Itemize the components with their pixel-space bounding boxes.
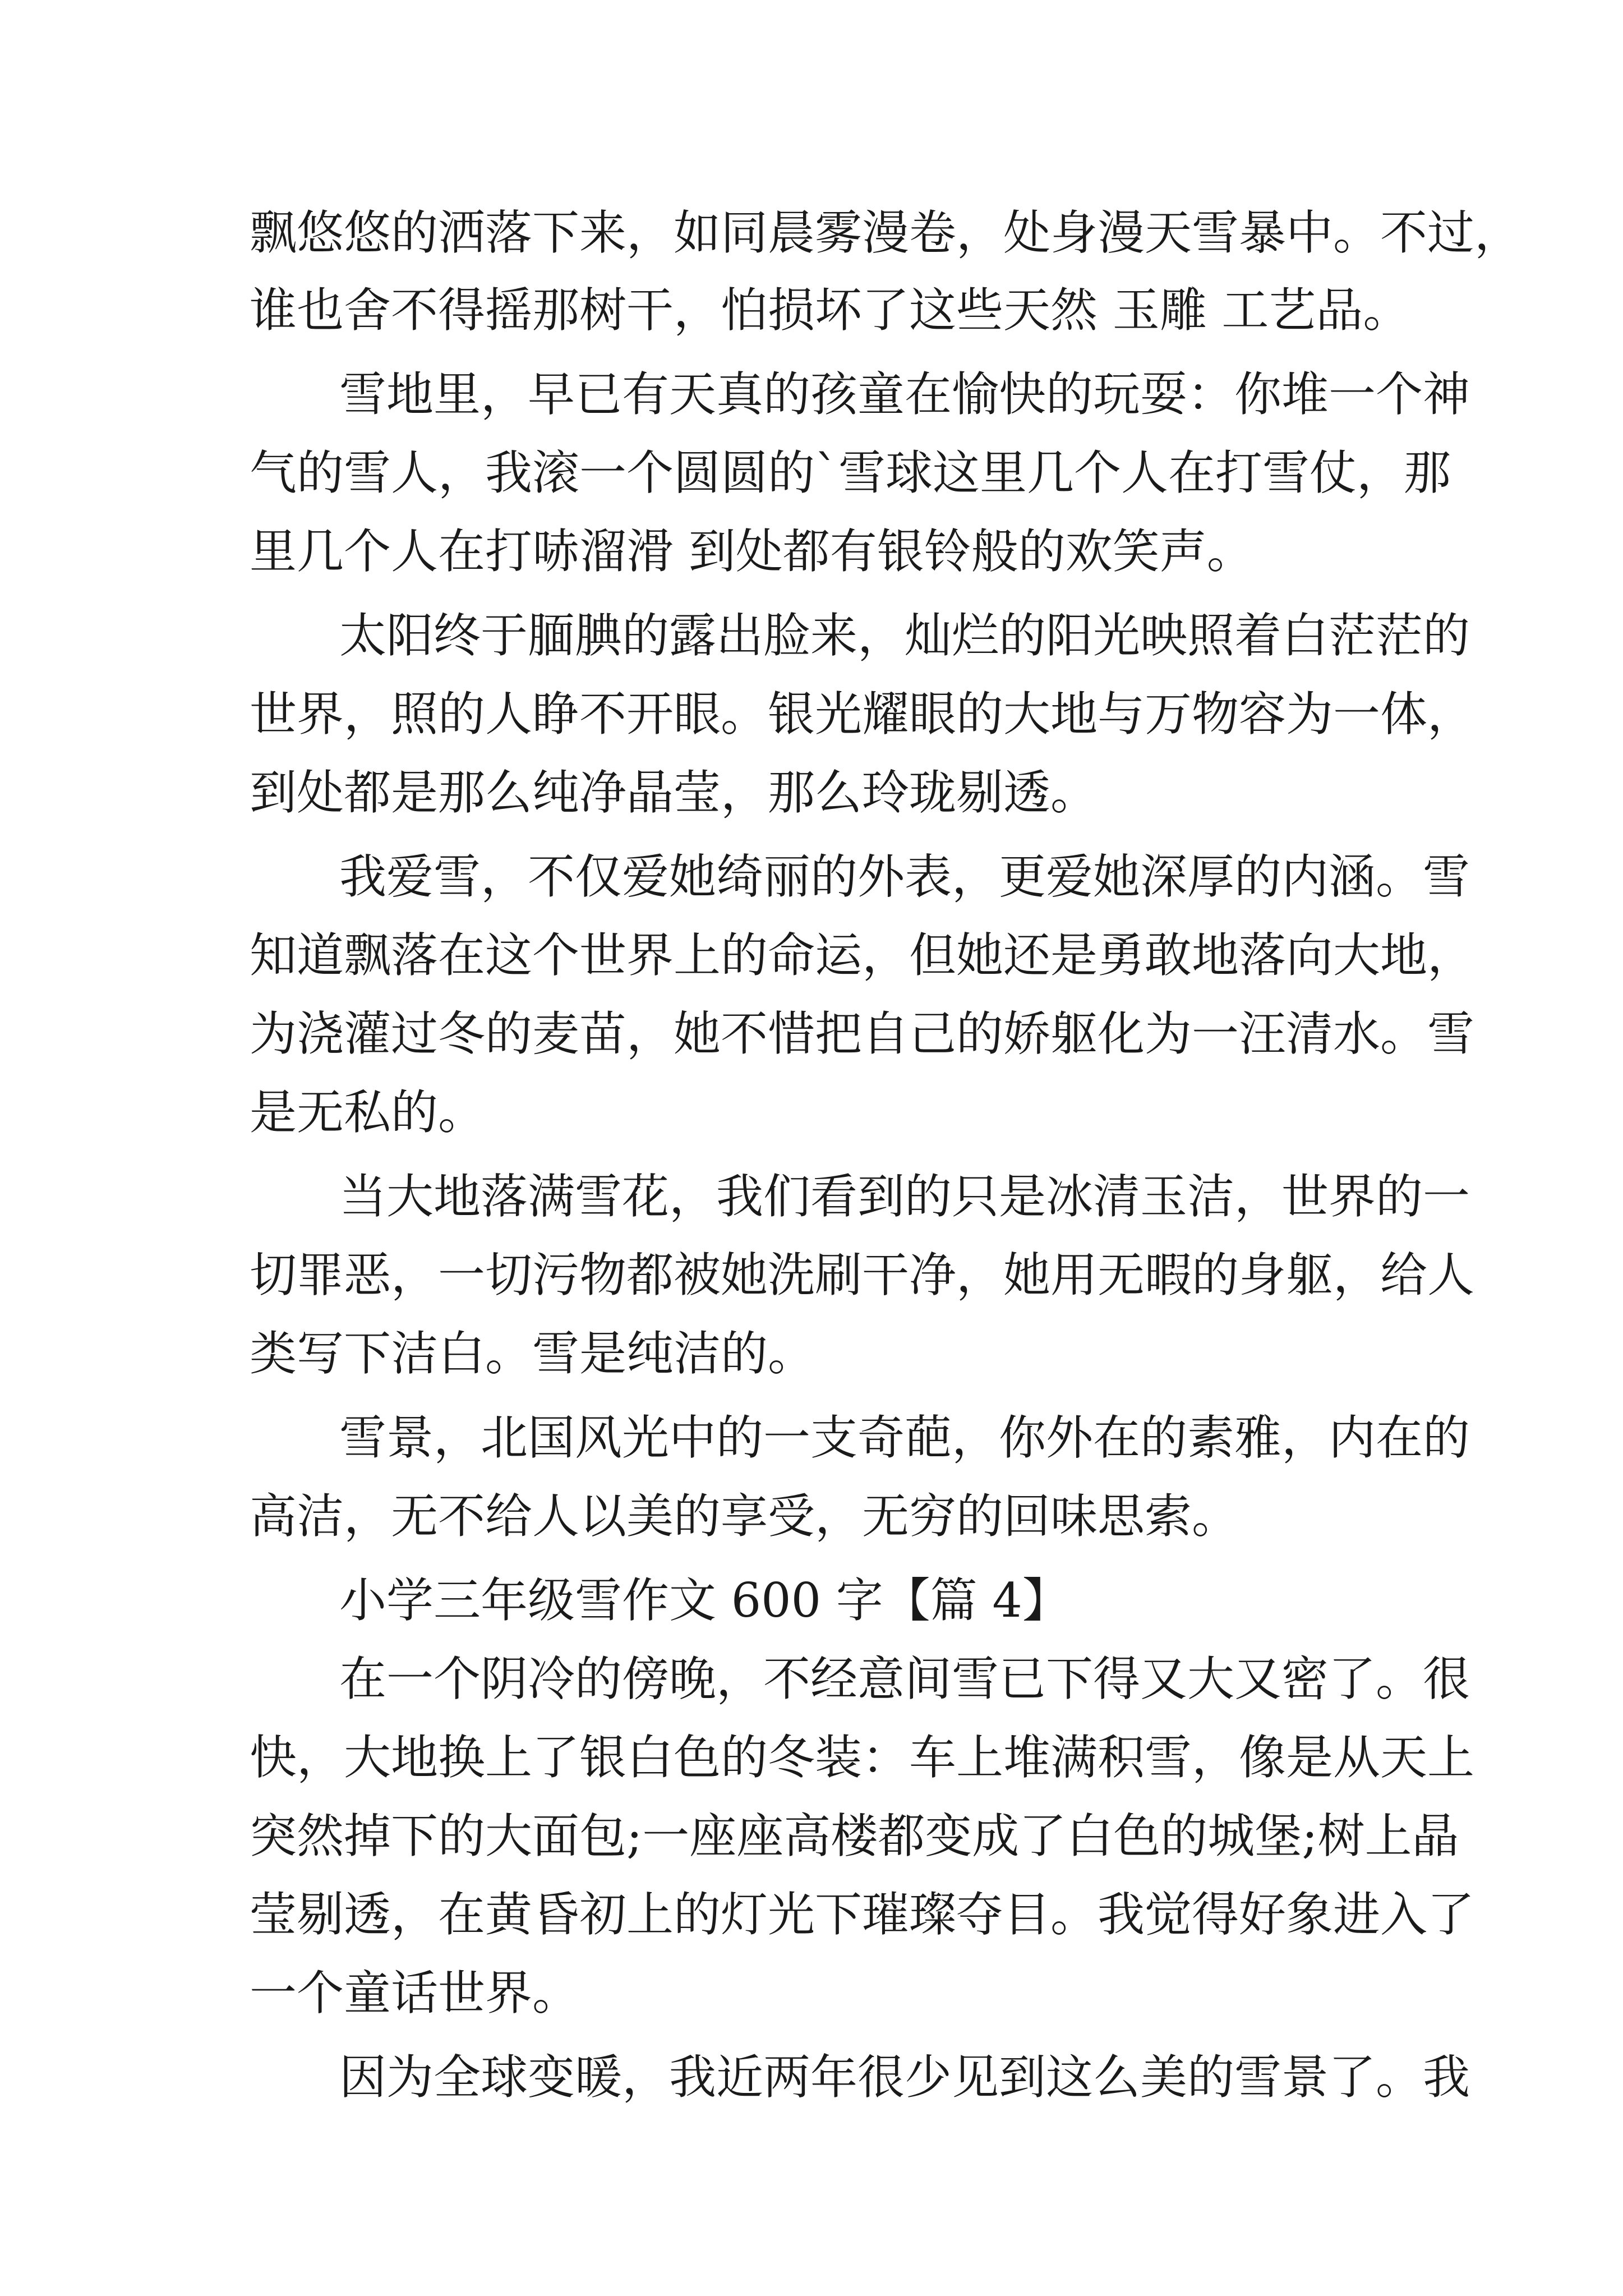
text-line: 为浇灌过冬的麦苗，她不惜把自己的娇躯化为一汪清水。雪: [250, 1006, 1475, 1061]
text-line: 高洁，无不给人以美的享受，无穷的回味思索。: [250, 1489, 1239, 1544]
text-line: 一个童话世界。: [250, 1966, 580, 2021]
text-line: 是无私的。: [250, 1085, 486, 1140]
paragraph-start-line: 太阳终于腼腆的露出脸来，灿烂的阳光映照着白茫茫的: [339, 608, 1470, 663]
paragraph-start-line: 雪地里，早已有天真的孩童在愉快的玩耍：你堆一个神: [339, 367, 1470, 422]
text-line: 飘悠悠的洒落下来，如同晨雾漫卷，处身漫天雪暴中。不过，: [250, 205, 1522, 260]
text-line: 到处都是那么纯净晶莹，那么玲珑剔透。: [250, 765, 1098, 820]
paragraph-start-line: 因为全球变暖，我近两年很少见到这么美的雪景了。我: [339, 2050, 1470, 2105]
text-line: 切罪恶，一切污物都被她洗刷干净，她用无暇的身躯，给人: [250, 1248, 1475, 1303]
text-line: 里几个人在打哧溜滑 到处都有银铃般的欢笑声。: [250, 524, 1254, 579]
section-heading: 小学三年级雪作文 600 字【篇 4】: [339, 1573, 1069, 1628]
paragraph-start-line: 雪景，北国风光中的一支奇葩，你外在的素雅，内在的: [339, 1410, 1470, 1465]
text-line: 类写下洁白。雪是纯洁的。: [250, 1326, 815, 1381]
text-line: 气的雪人，我滚一个圆圆的`雪球这里几个人在打雪仗，那: [250, 445, 1451, 500]
text-line: 突然掉下的大面包;一座座高楼都变成了白色的城堡;树上晶: [250, 1809, 1459, 1864]
paragraph-start-line: 我爱雪，不仅爱她绮丽的外表，更爱她深厚的内涵。雪: [339, 849, 1470, 904]
text-line: 知道飘落在这个世界上的命运，但她还是勇敢地落向大地，: [250, 928, 1475, 983]
text-line: 谁也舍不得摇那树干，怕损坏了这些天然 玉雕 工艺品。: [250, 283, 1410, 338]
paragraph-start-line: 当大地落满雪花，我们看到的只是冰清玉洁，世界的一: [339, 1169, 1470, 1224]
text-line: 快，大地换上了银白色的冬装：车上堆满积雪，像是从天上: [250, 1730, 1475, 1785]
paragraph-start-line: 在一个阴冷的傍晚，不经意间雪已下得又大又密了。很: [339, 1651, 1470, 1706]
text-line: 莹剔透，在黄昏初上的灯光下璀璨夺目。我觉得好象进入了: [250, 1887, 1475, 1942]
text-line: 世界，照的人睁不开眼。银光耀眼的大地与万物容为一体，: [250, 687, 1475, 742]
